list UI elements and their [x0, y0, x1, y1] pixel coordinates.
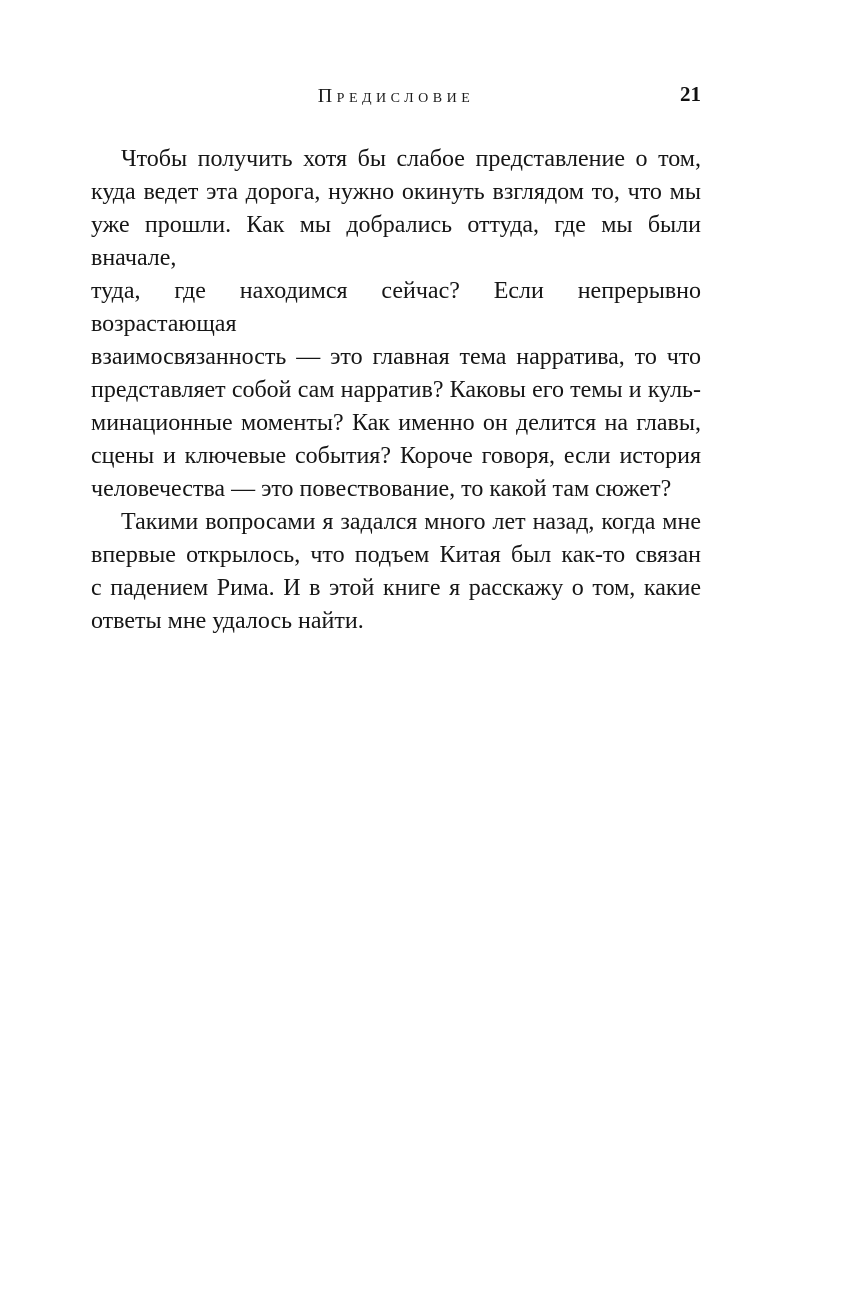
- text-line: куда ведет эта дорога, нужно окинуть взглядом то, что мы: [91, 179, 701, 205]
- text-line: представляет собой сам нарратив? Каковы его темы и куль-: [91, 377, 701, 403]
- text-line: Такими вопросами я задался много лет назад, когда мне: [121, 509, 701, 535]
- paragraph-2: [91, 506, 701, 638]
- text-line: человечества — это повествование, то какой там сюжет?: [91, 476, 672, 502]
- text-line: взаимосвязанность — это главная тема нарратива, то что: [91, 344, 701, 370]
- running-header: [91, 82, 701, 108]
- text-line: с падением Рима. И в этой книге я расскажу о том, какие: [91, 575, 701, 601]
- text-line: Чтобы получить хотя бы слабое представление о том,: [121, 146, 701, 172]
- chapter-title: Предисловие: [317, 85, 475, 107]
- text-line: впервые открылось, что подъем Китая был как-то связан: [91, 542, 701, 568]
- text-line: ответы мне удалось найти.: [91, 608, 364, 634]
- paragraph-1: [91, 143, 701, 506]
- page-number: 21: [680, 82, 701, 106]
- body-text: [91, 143, 701, 638]
- text-line: минационные моменты? Как именно он делится на главы,: [91, 410, 701, 436]
- text-line: туда, где находимся сейчас? Если непрерывно возрастающая: [91, 278, 701, 337]
- text-line: сцены и ключевые события? Короче говоря, если история: [91, 443, 701, 469]
- text-line: уже прошли. Как мы добрались оттуда, где мы были вначале,: [91, 212, 701, 271]
